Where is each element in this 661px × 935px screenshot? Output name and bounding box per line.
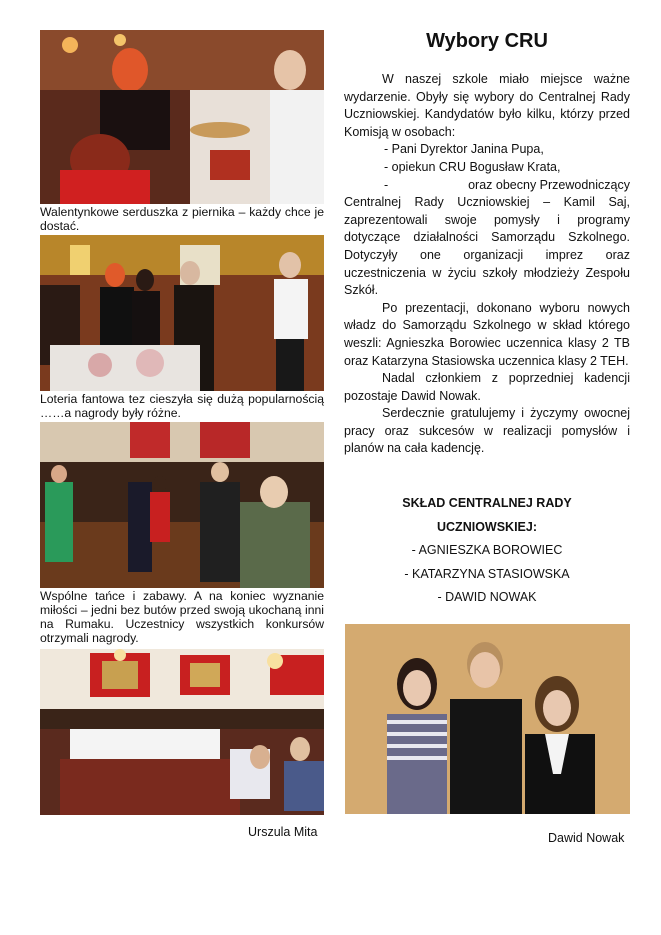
article-paragraph-4: Nadal członkiem z poprzedniej kadencji pozostaje Dawid Nowak.	[344, 371, 630, 403]
photo-banquet-hall	[40, 649, 324, 815]
council-heading-line-1: SKŁAD CENTRALNEJ RADY	[402, 496, 572, 510]
caption-gingerbread: Walentynkowe serduszka z piernika – każdy chce je dostać.	[40, 205, 324, 233]
council-member: - DAWID NOWAK	[437, 590, 537, 604]
article-paragraph-2: Centralnej Rady Uczniowskiej – Kamil Saj, zaprezentowali swoje pomysły i programy dotyczące działalności Samorządu Szkolnego. Dotyczyły one organizacji imprez oraz uczestniczenia w życiu szkoły młodzieży Zespołu Szkół.	[344, 195, 630, 298]
council-list	[344, 492, 630, 610]
photo-dancing	[40, 422, 324, 588]
photo-council-members	[345, 624, 630, 814]
photo-gingerbread-hearts	[40, 30, 324, 204]
article-list-item-3-dash: -	[384, 177, 389, 192]
article-list-item-1: - Pani Dyrektor Janina Pupa,	[384, 142, 544, 157]
article-title: Wybory CRU	[426, 30, 548, 52]
article-body	[344, 71, 630, 458]
signature-right: Dawid Nowak	[548, 831, 625, 845]
article-paragraph-1: W naszej szkole miało miejsce ważne wydarzenie. Obyły się wybory do Centralnej Rady Uczniowskiej. Kandydatów było kilku, którzy przed Komisją w osobach:	[344, 72, 630, 139]
caption-lottery: Loteria fantowa tez cieszyła się dużą popularnością ……a nagrody były różne.	[40, 392, 324, 420]
council-member: - KATARZYNA STASIOWSKA	[404, 566, 570, 581]
council-member: - AGNIESZKA BOROWIEC	[411, 543, 563, 557]
caption-dancing: Wspólne tańce i zabawy. A na koniec wyznanie miłości – jedni bez butów przed swoją ukochaną inni na Rumaku. Uczestnicy wszystkich konkursów otrzymali nagrody.	[40, 589, 324, 645]
article-paragraph-5: Serdecznie gratulujemy i życzymy owocnej pracy oraz sukcesów w realizacji pomysłów i planów na cała kadencję.	[344, 406, 630, 456]
article-list-item-3	[344, 177, 630, 195]
article-list-item-3-text: oraz obecny Przewodniczący	[468, 177, 630, 192]
article-paragraph-3: Po prezentacji, dokonano wyboru nowych władz do Samorządu Szkolnego w skład którego weszli: Agnieszka Borowiec uczennica klasy 2 TB oraz Katarzyna Stasiowska uczennica klasy 2 TEH.	[344, 300, 630, 368]
signature-left: Urszula Mita	[248, 825, 318, 839]
article-list-item-2: - opiekun CRU Bogusław Krata,	[384, 159, 561, 174]
photo-lottery	[40, 235, 324, 391]
council-heading-line-2: UCZNIOWSKIEJ:	[437, 519, 537, 534]
